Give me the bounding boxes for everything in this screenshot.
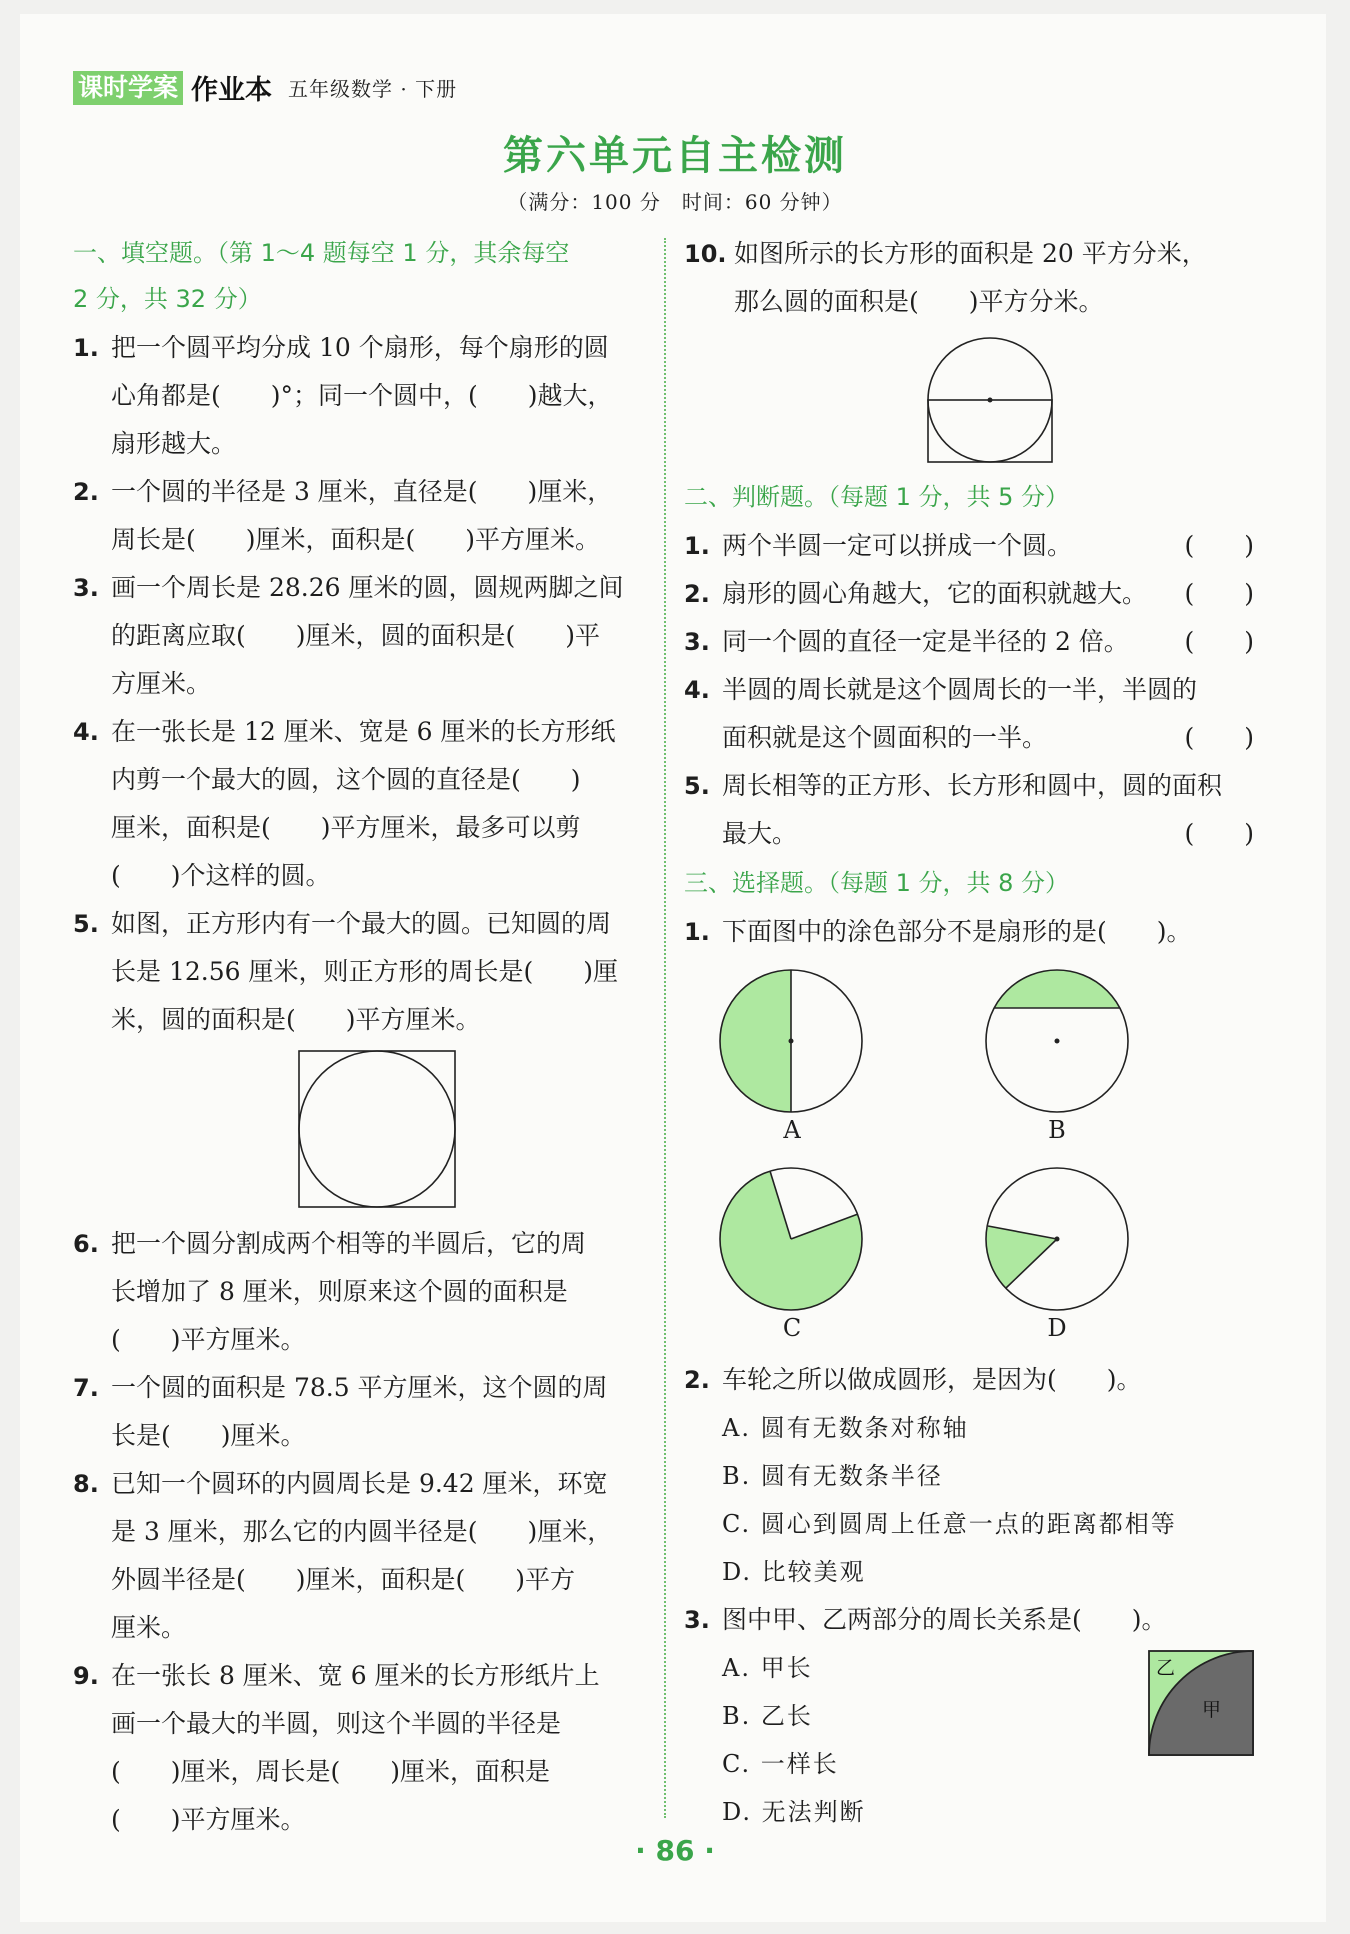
- circle-figure-a: [718, 968, 864, 1114]
- option-b[interactable]: B. 圆有无数条半径: [722, 1462, 943, 1490]
- question-line: ( )平方厘米。: [111, 1805, 306, 1834]
- question-line: 扇形越大。: [111, 429, 237, 458]
- rectangle-circle-figure: [926, 336, 1056, 464]
- question-line: ( )厘米，周长是( )厘米，面积是: [111, 1757, 551, 1786]
- fill-question-5: [73, 900, 643, 1044]
- section1-heading: [73, 230, 569, 322]
- question-line: 方厘米。: [111, 669, 212, 698]
- option-c[interactable]: C. 一样长: [722, 1750, 839, 1778]
- question-number: 7.: [73, 1374, 99, 1402]
- fill-question-2: [73, 468, 643, 564]
- figure-label-a: A: [783, 1116, 801, 1144]
- choice-question-2: [684, 1356, 1274, 1404]
- fill-question-7: [73, 1364, 643, 1460]
- question-line: 扇形的圆心角越大，它的面积就越大。: [722, 579, 1148, 608]
- question-line: 厘米。: [111, 1613, 187, 1642]
- question-line: 外圆半径是( )厘米，面积是( )平方: [111, 1565, 576, 1594]
- question-line: 心角都是( )°；同一个圆中，( )越大，: [111, 381, 613, 410]
- fill-question-6: [73, 1220, 643, 1364]
- question-number: 3.: [684, 628, 710, 656]
- section1-heading-line2: 2 分，共 32 分）: [73, 285, 262, 313]
- option-d[interactable]: D. 无法判断: [722, 1798, 866, 1826]
- question-line: 把一个圆平均分成 10 个扇形，每个扇形的圆: [111, 333, 609, 362]
- question-line: 内剪一个最大的圆，这个圆的直径是( ): [111, 765, 581, 794]
- fill-question-4: [73, 708, 643, 900]
- quarter-circle-figure: [1148, 1650, 1254, 1756]
- question-line: 厘米，面积是( )平方厘米，最多可以剪: [111, 813, 581, 842]
- question-line: 米，圆的面积是( )平方厘米。: [111, 1005, 481, 1034]
- figure-label-d: D: [1047, 1314, 1067, 1342]
- question-number: 6.: [73, 1230, 99, 1258]
- circle-figure-d: [984, 1166, 1130, 1312]
- question-number: 5.: [73, 910, 99, 938]
- question-number: 9.: [73, 1662, 99, 1690]
- answer-blank[interactable]: ( ): [1184, 579, 1254, 608]
- judge-item-4: [684, 666, 1254, 762]
- question-number: 4.: [73, 718, 99, 746]
- question-line: 图中甲、乙两部分的周长关系是( )。: [722, 1605, 1167, 1634]
- question-line: 半圆的周长就是这个圆周长的一半，半圆的: [722, 675, 1198, 704]
- question-line: ( )个这样的圆。: [111, 861, 331, 890]
- question-number: 4.: [684, 676, 710, 704]
- choice-question-3: [684, 1596, 1274, 1644]
- question-line: 画一个最大的半圆，则这个半圆的半径是: [111, 1709, 562, 1738]
- square-circle-figure: [298, 1050, 458, 1210]
- question-line: 两个半圆一定可以拼成一个圆。: [722, 531, 1073, 560]
- question-line: 长增加了 8 厘米，则原来这个圆的面积是: [111, 1277, 568, 1306]
- option-a[interactable]: A. 甲长: [722, 1654, 813, 1682]
- question-number: 1.: [684, 532, 710, 560]
- judge-item-2: [684, 570, 1254, 618]
- answer-blank[interactable]: ( ): [1184, 723, 1254, 752]
- judge-item-3: [684, 618, 1254, 666]
- question-line: 一个圆的面积是 78.5 平方厘米，这个圆的周: [111, 1373, 608, 1402]
- question-number: 2.: [684, 580, 710, 608]
- question-number: 8.: [73, 1470, 99, 1498]
- question-line: ( )平方厘米。: [111, 1325, 306, 1354]
- judge-item-5: [684, 762, 1254, 858]
- exam-info: （满分：100 分 时间：60 分钟）: [507, 190, 843, 214]
- question-line: 如图所示的长方形的面积是 20 平方分米，: [734, 239, 1207, 268]
- question-line: 在一张长 8 厘米、宽 6 厘米的长方形纸片上: [111, 1661, 600, 1690]
- question-line: 最大。: [722, 819, 798, 848]
- question-line: 周长相等的正方形、长方形和圆中，圆的面积: [722, 771, 1223, 800]
- column-divider: [664, 238, 666, 1818]
- question-line: 下面图中的涂色部分不是扇形的是( )。: [722, 917, 1192, 946]
- figure-label-b: B: [1048, 1116, 1066, 1144]
- option-a[interactable]: A. 圆有无数条对称轴: [722, 1414, 969, 1442]
- header: [73, 68, 458, 106]
- circle-figure-b: [984, 968, 1130, 1114]
- book-subtitle: 五年级数学 · 下册: [288, 77, 458, 101]
- question-line: 车轮之所以做成圆形，是因为( )。: [722, 1365, 1142, 1394]
- question-number: 5.: [684, 772, 710, 800]
- fill-question-3: [73, 564, 643, 708]
- question-line: 的距离应取( )厘米，圆的面积是( )平: [111, 621, 601, 650]
- option-d[interactable]: D. 比较美观: [722, 1558, 866, 1586]
- question-line: 是 3 厘米，那么它的内圆半径是( )厘米，: [111, 1517, 613, 1546]
- section2-heading: 二、判断题。（每题 1 分，共 5 分）: [684, 483, 1070, 511]
- question-line: 在一张长是 12 厘米、宽是 6 厘米的长方形纸: [111, 717, 616, 746]
- question-line: 画一个周长是 28.26 厘米的圆，圆规两脚之间: [111, 573, 624, 602]
- question-number: 2.: [684, 1366, 710, 1394]
- judge-item-1: [684, 522, 1254, 570]
- question-number: 1.: [73, 334, 99, 362]
- fill-question-8: [73, 1460, 643, 1652]
- question-line: 同一个圆的直径一定是半径的 2 倍。: [722, 627, 1129, 656]
- question-number: 1.: [684, 918, 710, 946]
- brand-name: 作业本: [191, 75, 273, 106]
- question-line: 长是( )厘米。: [111, 1421, 306, 1450]
- question-line: 如图，正方形内有一个最大的圆。已知圆的周: [111, 909, 612, 938]
- question-number: 3.: [73, 574, 99, 602]
- answer-blank[interactable]: ( ): [1184, 627, 1254, 656]
- question-line: 那么圆的面积是( )平方分米。: [734, 287, 1104, 316]
- question-line: 把一个圆分割成两个相等的半圆后，它的周: [111, 1229, 587, 1258]
- question-number: 3.: [684, 1606, 710, 1634]
- option-b[interactable]: B. 乙长: [722, 1702, 813, 1730]
- answer-blank[interactable]: ( ): [1184, 819, 1254, 848]
- answer-blank[interactable]: ( ): [1184, 531, 1254, 560]
- question-line: 周长是( )厘米，面积是( )平方厘米。: [111, 525, 601, 554]
- page-number: · 86 ·: [635, 1834, 715, 1867]
- circle-figure-c: [718, 1166, 864, 1312]
- fig-label-jia: 甲: [1202, 1699, 1222, 1721]
- question-number: 2.: [73, 478, 99, 506]
- section1-heading-line1: 一、填空题。（第 1～4 题每空 1 分，其余每空: [73, 239, 570, 267]
- option-c[interactable]: C. 圆心到圆周上任意一点的距离都相等: [722, 1510, 1177, 1538]
- page-title: 第六单元自主检测: [503, 133, 847, 179]
- fill-question-9: [73, 1652, 643, 1844]
- question-line: 面积就是这个圆面积的一半。: [722, 723, 1048, 752]
- figure-label-c: C: [782, 1314, 802, 1342]
- question-number: 10.: [684, 240, 727, 268]
- question-line: 长是 12.56 厘米，则正方形的周长是( )厘: [111, 957, 618, 986]
- fig-label-yi: 乙: [1156, 1657, 1176, 1679]
- section3-heading: 三、选择题。（每题 1 分，共 8 分）: [684, 869, 1070, 897]
- question-line: 已知一个圆环的内圆周长是 9.42 厘米，环宽: [111, 1469, 608, 1498]
- question-line: 一个圆的半径是 3 厘米，直径是( )厘米，: [111, 477, 613, 506]
- fill-question-1: [73, 324, 643, 468]
- choice-question-1: [684, 908, 1274, 956]
- brand-logo: 课时学案: [73, 71, 183, 105]
- fill-question-10: [684, 230, 1274, 326]
